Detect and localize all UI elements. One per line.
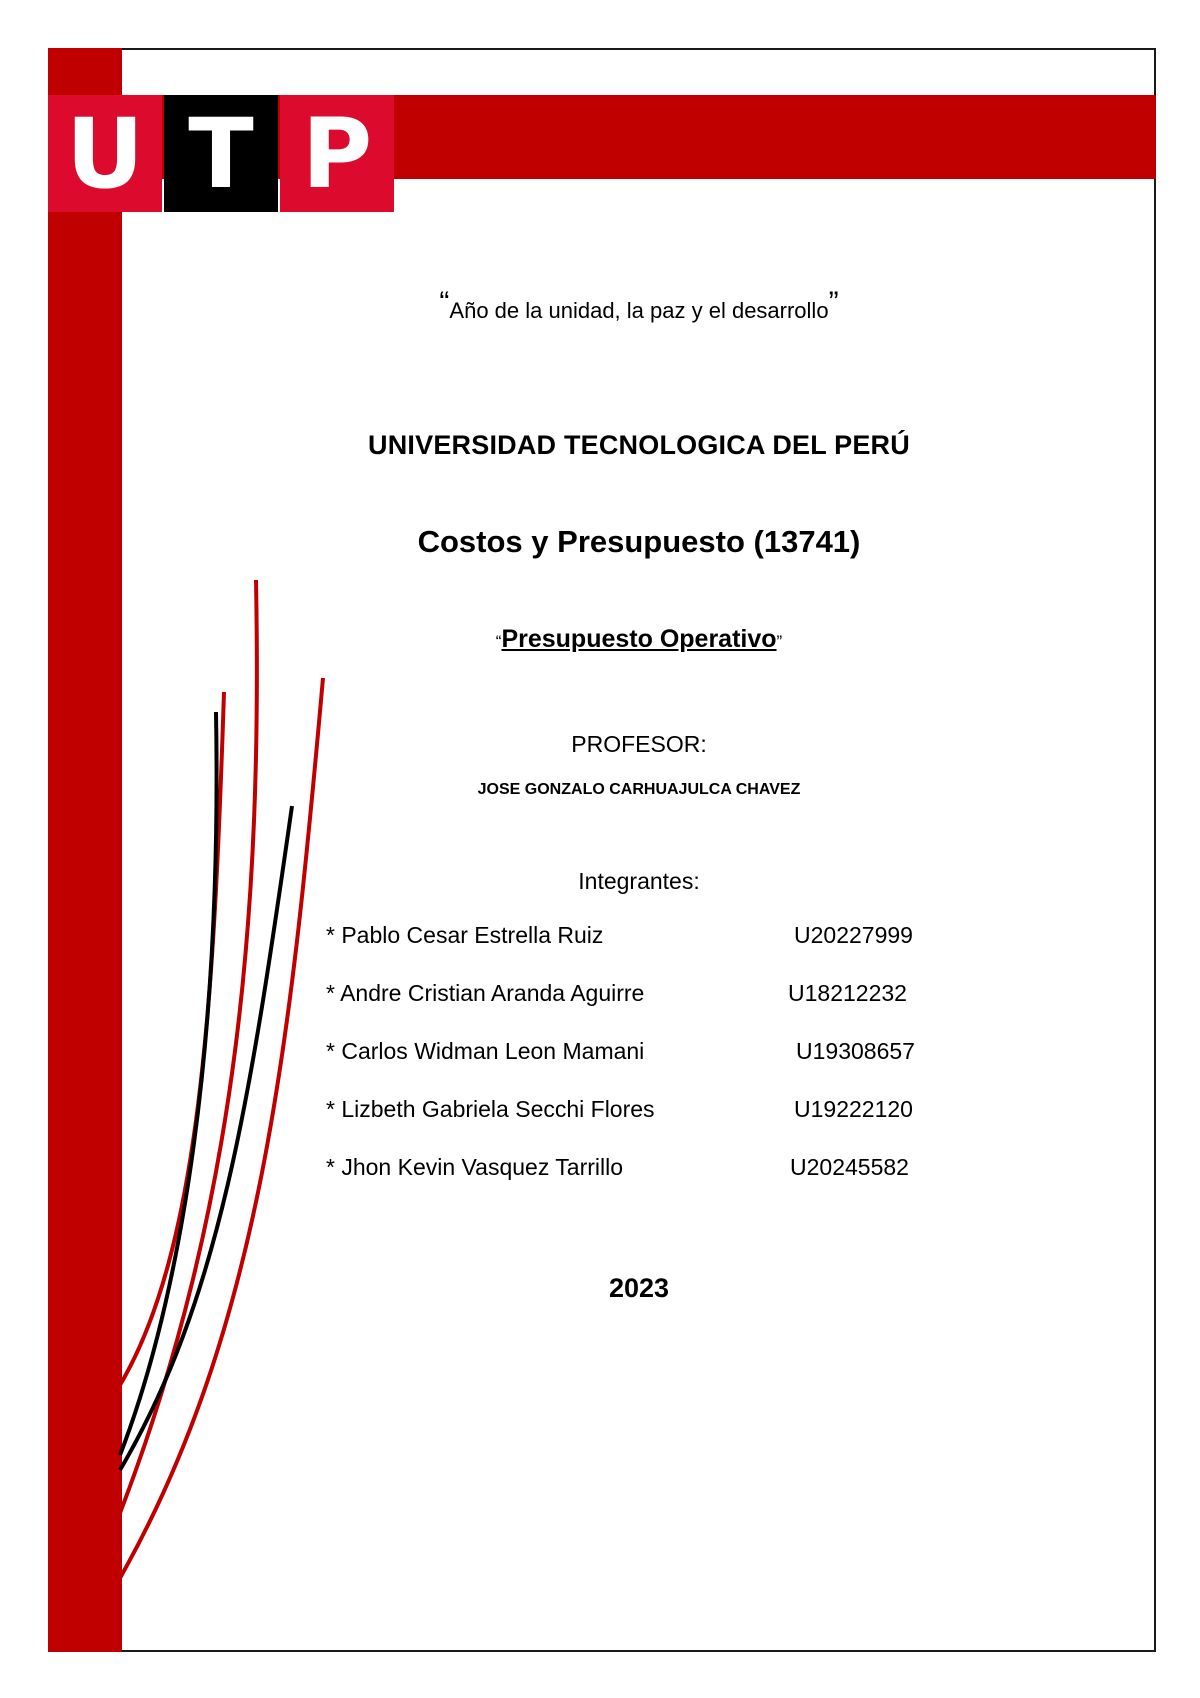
- list-item: [326, 1096, 946, 1154]
- member-code: U19308657: [796, 1038, 915, 1064]
- members-label: Integrantes:: [578, 868, 700, 894]
- project-title: [122, 625, 1156, 654]
- logo-letter-u: U: [48, 95, 162, 212]
- university-name: UNIVERSIDAD TECNOLOGICA DEL PERÚ: [368, 430, 910, 460]
- list-item: [326, 980, 946, 1038]
- project-open-quote: “: [495, 632, 502, 651]
- member-code: U19222120: [794, 1096, 913, 1122]
- member-name: * Andre Cristian Aranda Aguirre: [326, 980, 645, 1006]
- member-name: * Pablo Cesar Estrella Ruiz: [326, 922, 604, 948]
- logo-letter-p: P: [280, 95, 394, 212]
- year: 2023: [608, 1273, 670, 1303]
- member-code: U20245582: [790, 1154, 909, 1180]
- course-title: Costos y Presupuesto (13741): [417, 524, 861, 559]
- member-name: * Carlos Widman Leon Mamani: [326, 1038, 645, 1064]
- project-title-text: Presupuesto Operativo: [501, 625, 777, 653]
- member-code: U18212232: [788, 980, 907, 1006]
- motto-text: Año de la unidad, la paz y el desarrollo: [449, 298, 829, 323]
- left-red-bar: [48, 48, 122, 1652]
- motto-open-quote: “: [439, 286, 450, 319]
- motto-close-quote: ”: [828, 286, 839, 319]
- list-item: [326, 1038, 946, 1096]
- project-close-quote: ”: [776, 632, 783, 651]
- member-code: U20227999: [794, 922, 913, 948]
- professor-name: JOSE GONZALO CARHUAJULCA CHAVEZ: [477, 781, 801, 798]
- member-name: * Jhon Kevin Vasquez Tarrillo: [326, 1154, 624, 1180]
- professor-label: PROFESOR:: [571, 731, 707, 757]
- members-list: [326, 922, 946, 1212]
- list-item: [326, 922, 946, 980]
- utp-logo: [48, 95, 394, 212]
- logo-letter-t: T: [164, 95, 278, 212]
- motto: [122, 286, 1156, 326]
- page-frame: [48, 48, 1156, 1652]
- list-item: [326, 1154, 946, 1212]
- member-name: * Lizbeth Gabriela Secchi Flores: [326, 1096, 655, 1122]
